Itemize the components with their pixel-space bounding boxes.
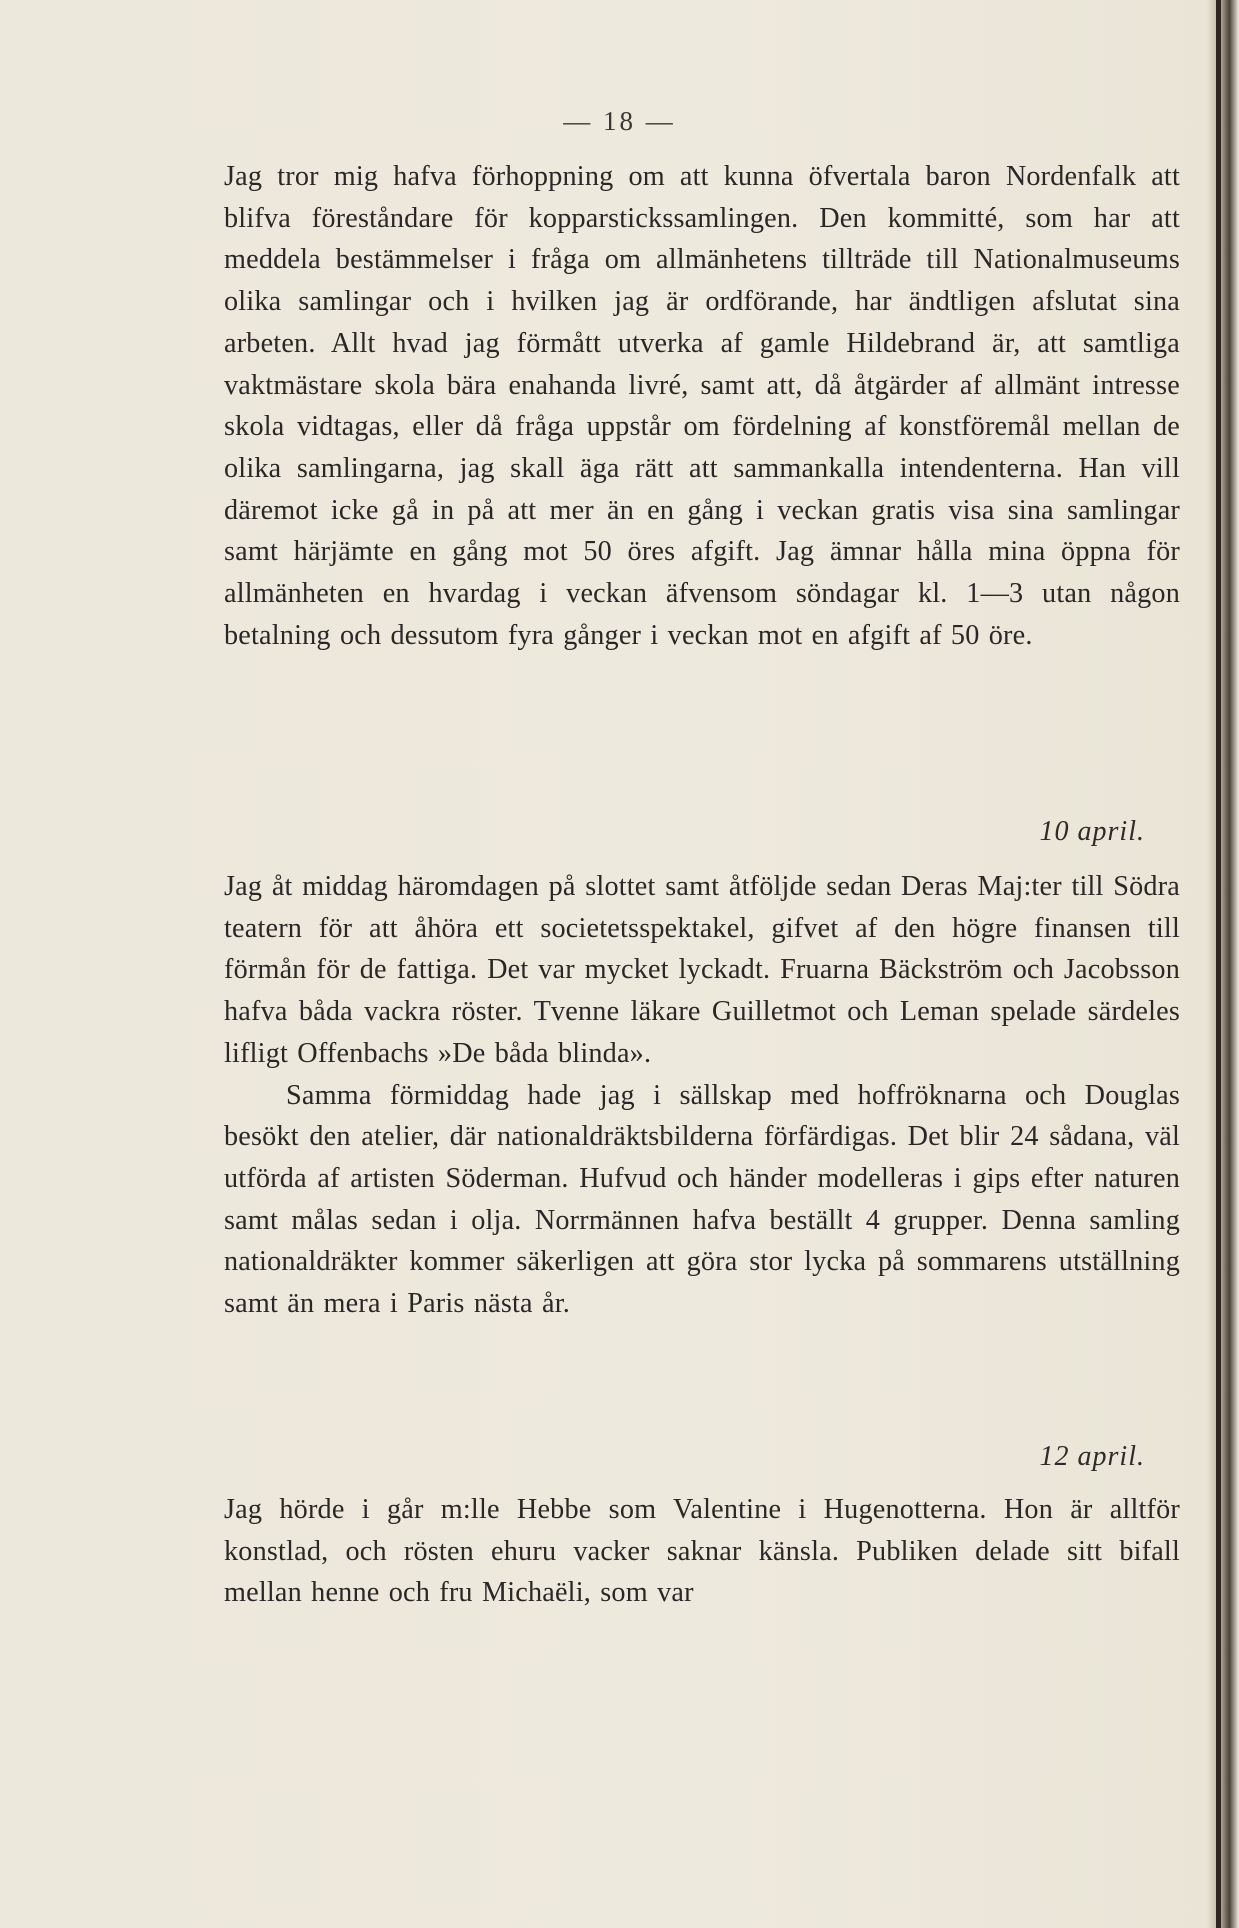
paragraph: Samma förmiddag hade jag i sällskap med hoffröknarna och Douglas besökt den atelier, där nationaldräktsbilderna förfärdigas. Det blir 24 sådana, väl utförda af artisten Söderman. Hufvud och händer modelleras i gips efter naturen samt målas sedan i olja. Norrmännen hafva beställt 4 grupper. Denna samling nationaldräkter kommer säkerligen att göra stor lycka på sommarens utställning samt än mera i Paris nästa år.	[224, 1079, 1180, 1320]
page-edge-shadow	[1207, 0, 1239, 1928]
paragraph: Jag tror mig hafva förhoppning om att kunna öfvertala baron Nordenfalk att blifva föreståndare för kopparstickssamlingen. Den kommitté, som har att meddela bestämmelser i fråga om allmänhetens tillträde till Nationalmuseums olika samlingar och i hvilken jag är ordförande, har ändtligen afslutat sina arbeten. Allt hvad jag förmått utverka af gamle Hildebrand är, att samtliga vaktmästare skola bära enahanda livré, samt att, då åtgärder af allmänt intresse skola vidtagas, eller då fråga uppstår om fördelning af konstföremål mellan de olika samlingarna, jag skall äga rätt att sammankalla intendenterna. Han vill däremot icke gå in på att mer än en gång i veckan gratis visa sina samlingar samt härjämte en gång mot 50 öres afgift. Jag ämnar hålla mina öppna för allmänheten en hvardag i veckan äfvensom söndagar kl. 1—3 utan någon betalning och dessutom fyra gånger i veckan mot en afgift af 50 öre.	[224, 161, 1180, 651]
entry-text	[224, 866, 1180, 1325]
entry-date: 10 april.	[1039, 816, 1145, 847]
entry-text	[224, 156, 1180, 656]
page-number: — 18 —	[563, 106, 676, 136]
entry-date: 12 april.	[1039, 1441, 1145, 1472]
entry-text	[224, 1489, 1180, 1614]
page-binding-edge	[1216, 0, 1221, 1928]
paragraph: Jag hörde i går m:lle Hebbe som Valentine i Hugenotterna. Hon är alltför konstlad, och rösten ehuru vacker saknar känsla. Publiken delade sitt bifall mellan henne och fru Michaëli, som var	[224, 1494, 1180, 1609]
paragraph: Jag åt middag häromdagen på slottet samt åtföljde sedan Deras Maj:ter till Södra teatern för att åhöra ett societetsspektakel, gifvet af den högre finansen till förmån för de fattiga. Det var mycket lyckadt. Fruarna Bäckström och Jacobsson hafva båda vackra röster. Tvenne läkare Guilletmot och Leman spelade särdeles lifligt Offenbachs »De båda blinda».	[224, 871, 1180, 1069]
